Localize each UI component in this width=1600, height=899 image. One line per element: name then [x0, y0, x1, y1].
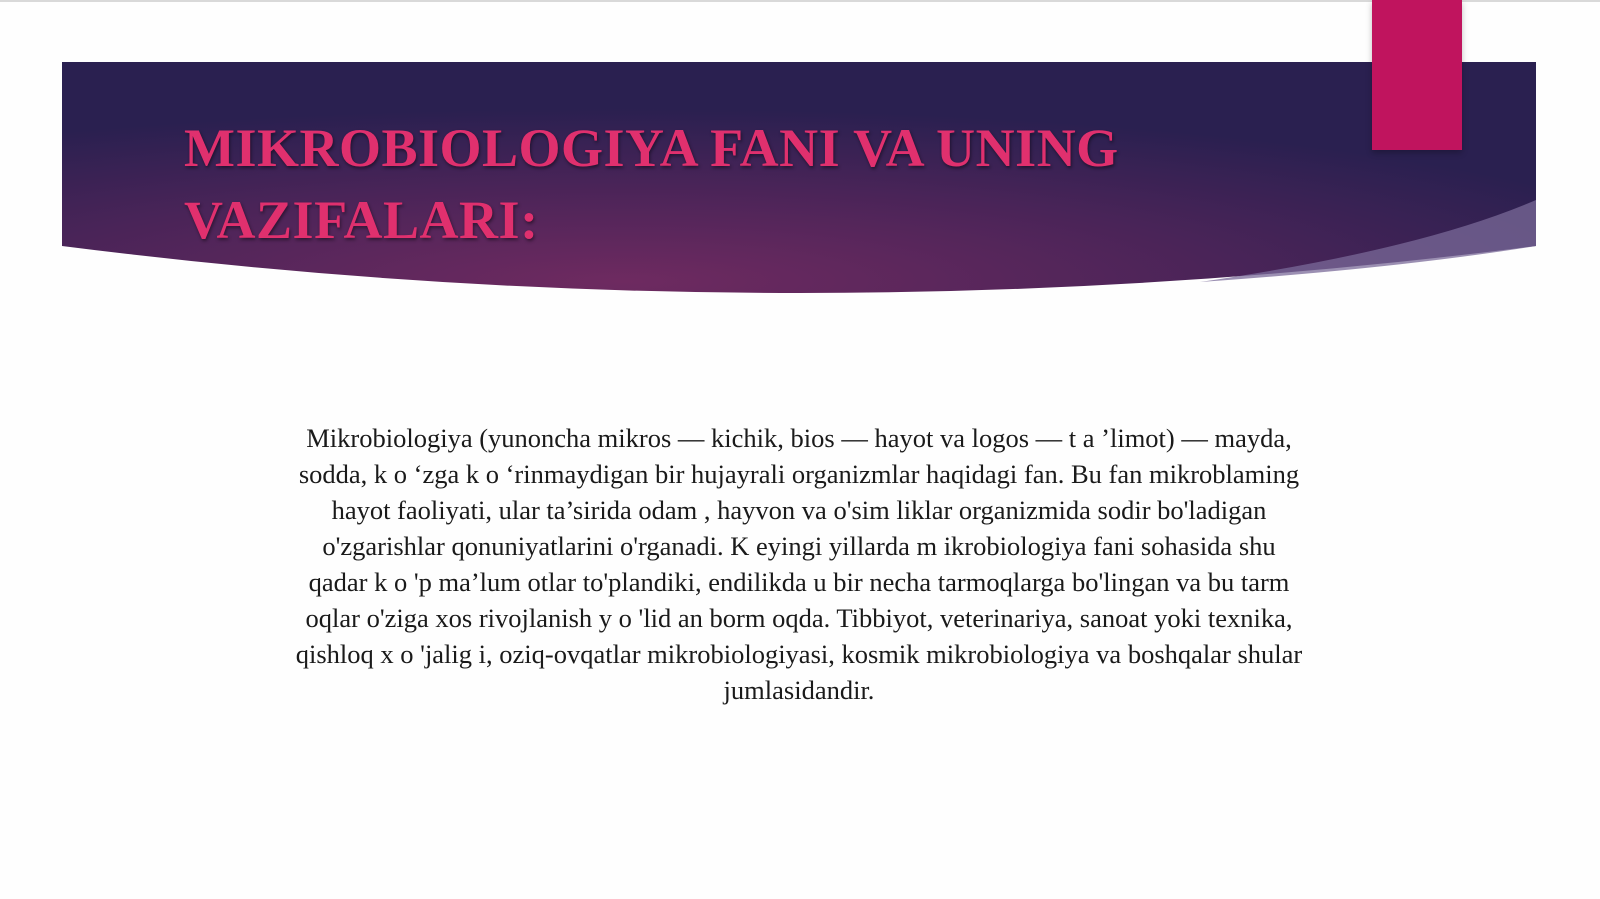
slide-title: MIKROBIOLOGIYA FANI VA UNING VAZIFALARI:	[184, 118, 1119, 250]
accent-tab	[1372, 0, 1462, 150]
slide-body-text: Mikrobiologiya (yunoncha mikros — kichik, bios — hayot va logos — t a ’limot) — mayda, sodda, k o ‘zga k o ‘rinmaydigan bir hujayrali organizmlar haqidagi fan. Bu fan mikroblaming hayot faoliyati, ular ta’sirida odam , hayvon va o'sim liklar organizmida sodir bo'ladigan o'zgarishlar qonuniyatlarini o'rganadi. K eyingi yillarda m ikrobiologiya fani sohasida shu qadar k o 'p ma’lum otlar to'plandiki, endilikda u bir necha tarmoqlarga bo'lingan va bu tarm oqlar o'ziga xos rivojlanish y o 'lid an borm oqda. Tibbiyot, veterinariya, sanoat yoki texnika, qishloq x o 'jalig i, oziq-ovqatlar mikrobiologiyasi, kosmik mikrobiologiya va boshqalar shular jumlasidandir.	[295, 423, 1303, 705]
